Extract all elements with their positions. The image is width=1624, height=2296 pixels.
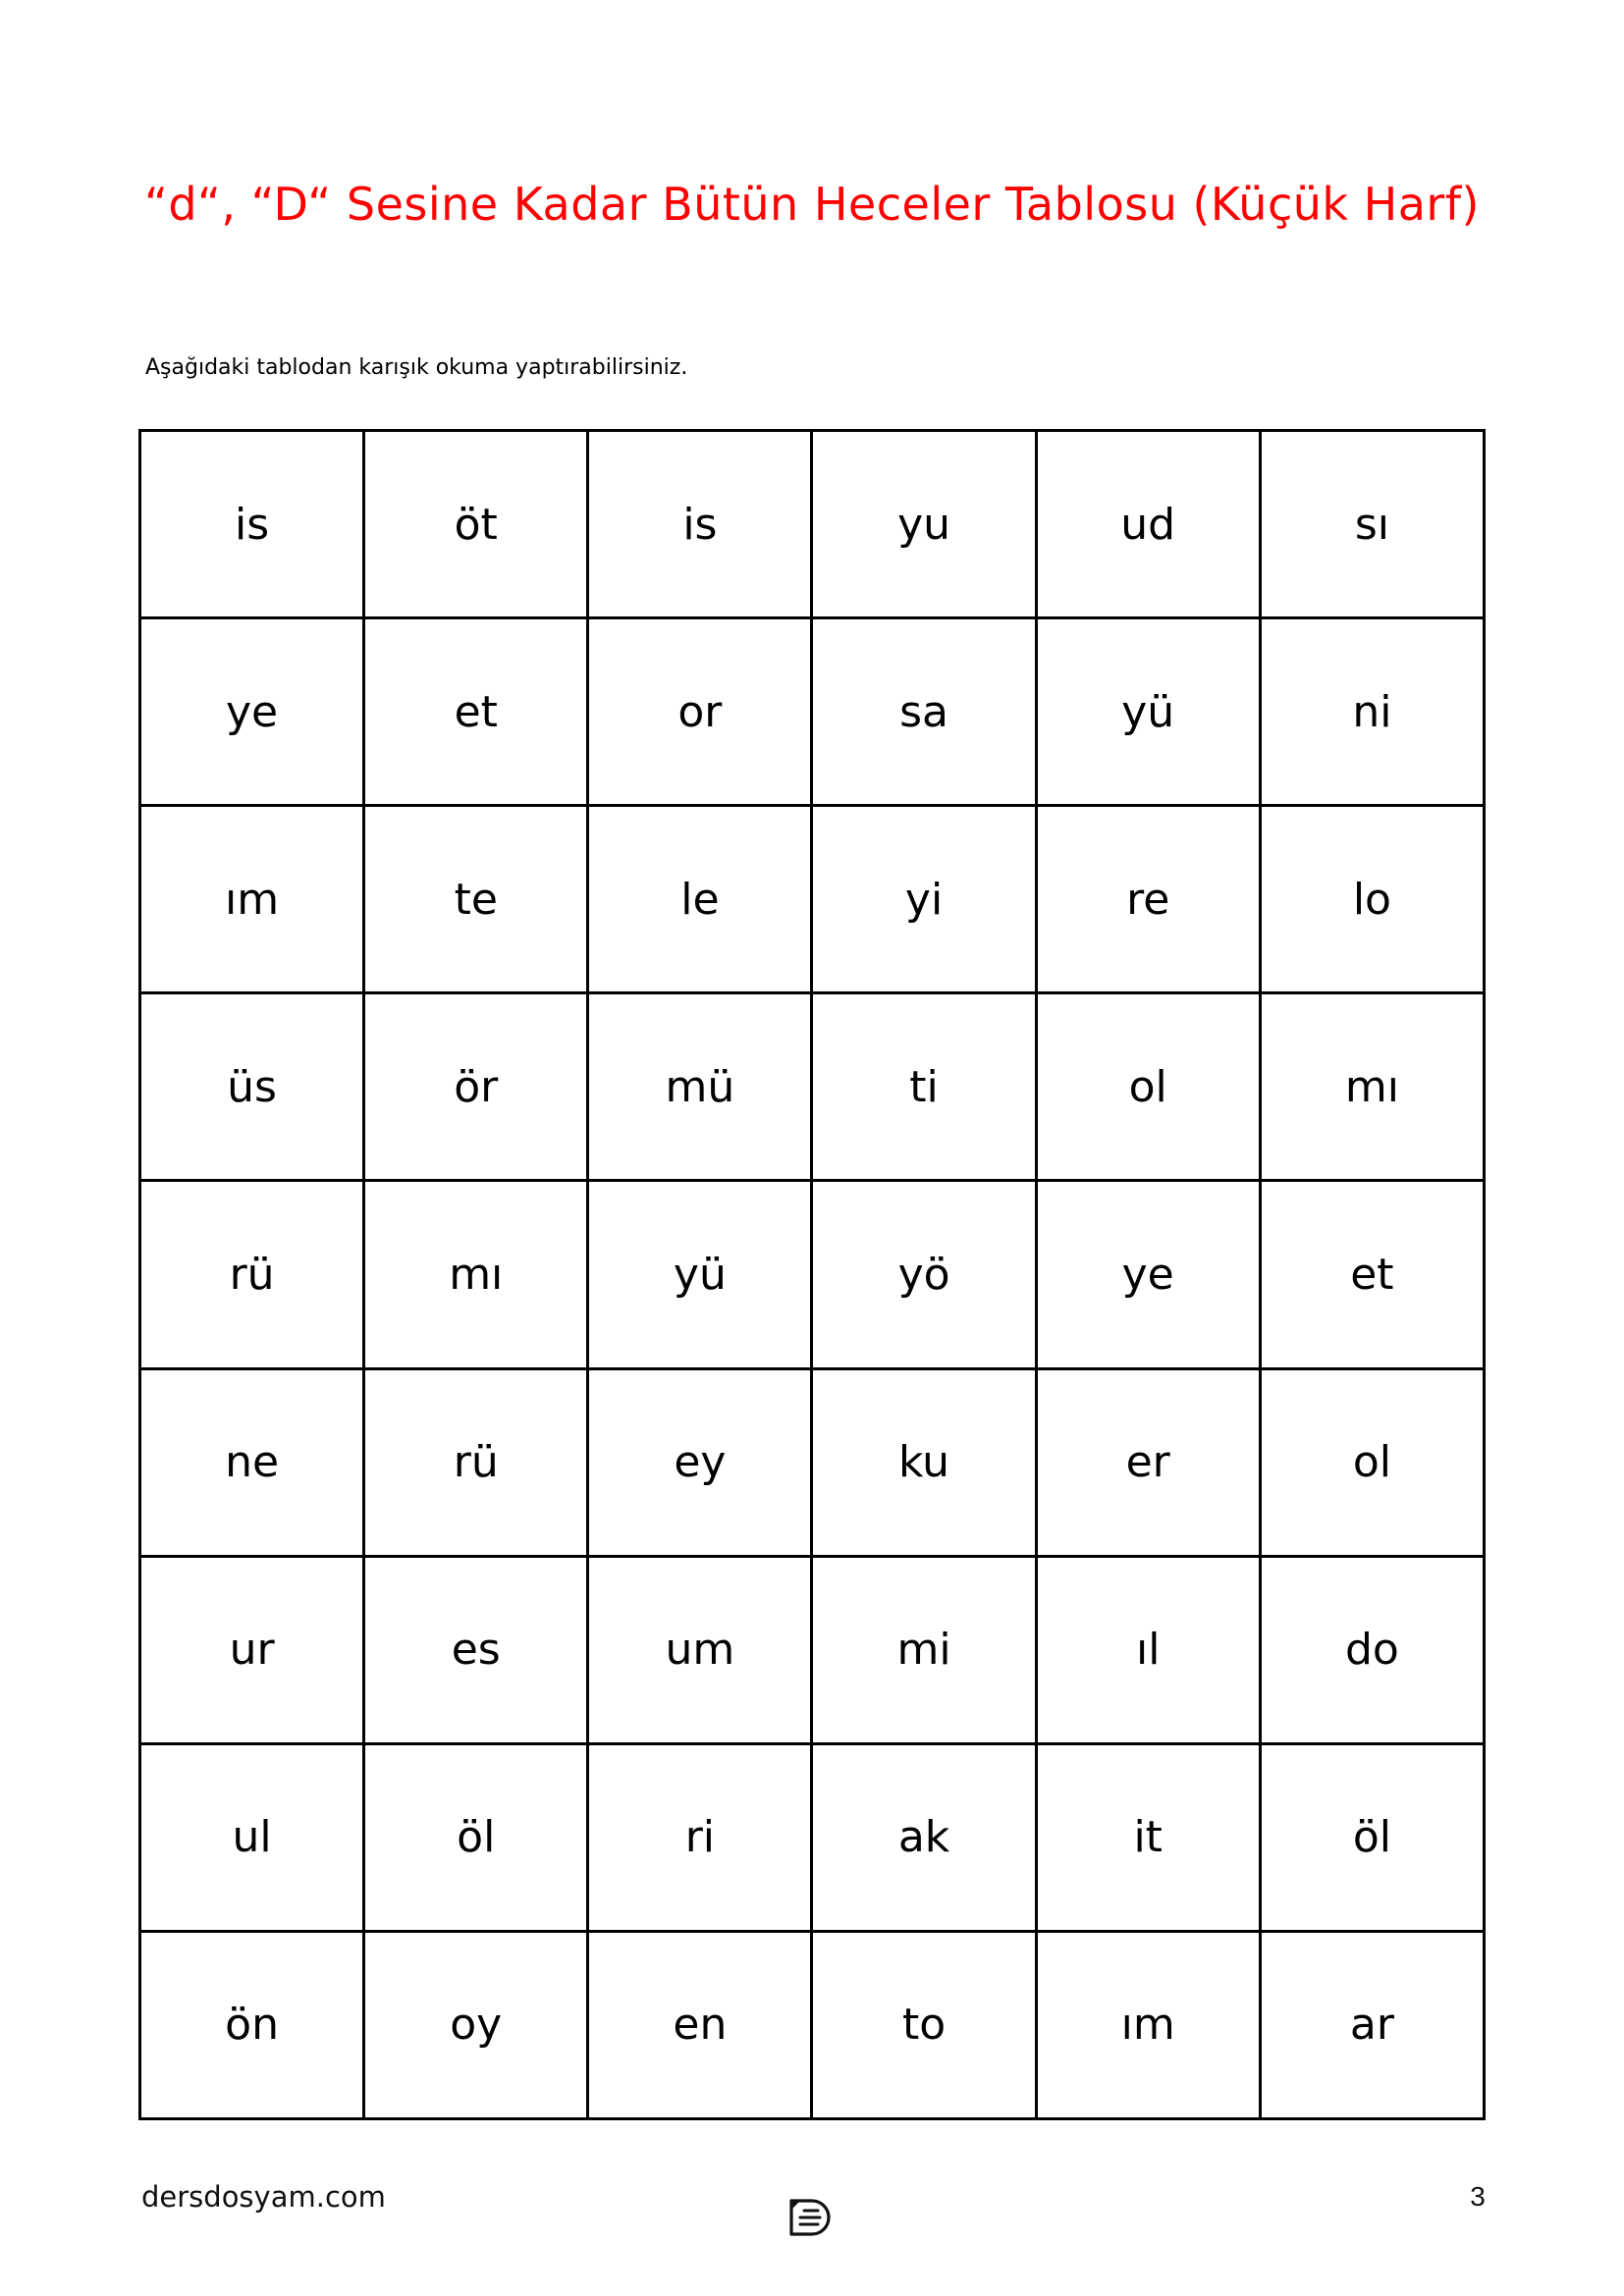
syllable-cell: ud (1036, 431, 1260, 618)
syllable-cell: oy (364, 1931, 588, 2118)
syllable-cell: re (1036, 806, 1260, 993)
syllable-cell: or (588, 618, 812, 806)
syllable-cell: üs (140, 993, 364, 1181)
syllable-cell: yö (812, 1181, 1036, 1368)
syllable-cell: mi (812, 1556, 1036, 1743)
syllable-cell: ri (588, 1743, 812, 1931)
page-title: “d“, “D“ Sesine Kadar Bütün Heceler Tablosu (Küçük Harf) (143, 178, 1480, 231)
syllable-cell: öl (364, 1743, 588, 1931)
syllable-cell: um (588, 1556, 812, 1743)
page-number: 3 (1470, 2181, 1486, 2212)
table-row (140, 1743, 1485, 1931)
syllable-cell: ey (588, 1368, 812, 1556)
syllable-cell: mü (588, 993, 812, 1181)
syllable-cell: rü (364, 1368, 588, 1556)
syllable-cell: is (140, 431, 364, 618)
syllable-cell: es (364, 1556, 588, 1743)
syllable-cell: ur (140, 1556, 364, 1743)
syllable-cell: sa (812, 618, 1036, 806)
syllable-cell: ön (140, 1931, 364, 2118)
syllable-cell: ar (1260, 1931, 1484, 2118)
table-row (140, 618, 1485, 806)
table-row (140, 431, 1485, 618)
syllable-cell: mı (364, 1181, 588, 1368)
syllable-cell: sı (1260, 431, 1484, 618)
syllable-cell: le (588, 806, 812, 993)
table-row (140, 1181, 1485, 1368)
syllable-cell: rü (140, 1181, 364, 1368)
syllable-cell: te (364, 806, 588, 993)
syllable-cell: ul (140, 1743, 364, 1931)
syllable-cell: ım (1036, 1931, 1260, 2118)
syllable-cell: mı (1260, 993, 1484, 1181)
table-row (140, 1368, 1485, 1556)
syllable-cell: en (588, 1931, 812, 2118)
syllable-cell: et (364, 618, 588, 806)
syllable-cell: do (1260, 1556, 1484, 1743)
syllable-cell: ni (1260, 618, 1484, 806)
syllable-cell: ye (1036, 1181, 1260, 1368)
syllable-table (138, 429, 1486, 2120)
syllable-cell: er (1036, 1368, 1260, 1556)
table-row (140, 993, 1485, 1181)
syllable-cell: ör (364, 993, 588, 1181)
syllable-cell: yü (1036, 618, 1260, 806)
syllable-cell: ku (812, 1368, 1036, 1556)
instruction-text: Aşağıdaki tablodan karışık okuma yaptırabilirsiniz. (145, 355, 688, 380)
syllable-cell: et (1260, 1181, 1484, 1368)
document-d-logo-icon (788, 2198, 834, 2237)
table-row (140, 1556, 1485, 1743)
syllable-cell: ye (140, 618, 364, 806)
syllable-cell: ol (1036, 993, 1260, 1181)
syllable-cell: it (1036, 1743, 1260, 1931)
syllable-cell: öt (364, 431, 588, 618)
syllable-cell: to (812, 1931, 1036, 2118)
syllable-cell: yi (812, 806, 1036, 993)
footer-site-name: dersdosyam.com (141, 2180, 386, 2214)
table-row (140, 1931, 1485, 2118)
syllable-cell: lo (1260, 806, 1484, 993)
syllable-cell: ıl (1036, 1556, 1260, 1743)
syllable-cell: öl (1260, 1743, 1484, 1931)
syllable-cell: ne (140, 1368, 364, 1556)
table-row (140, 806, 1485, 993)
syllable-cell: ak (812, 1743, 1036, 1931)
syllable-cell: ol (1260, 1368, 1484, 1556)
syllable-cell: yü (588, 1181, 812, 1368)
syllable-cell: yu (812, 431, 1036, 618)
syllable-cell: ti (812, 993, 1036, 1181)
syllable-cell: ım (140, 806, 364, 993)
syllable-cell: is (588, 431, 812, 618)
